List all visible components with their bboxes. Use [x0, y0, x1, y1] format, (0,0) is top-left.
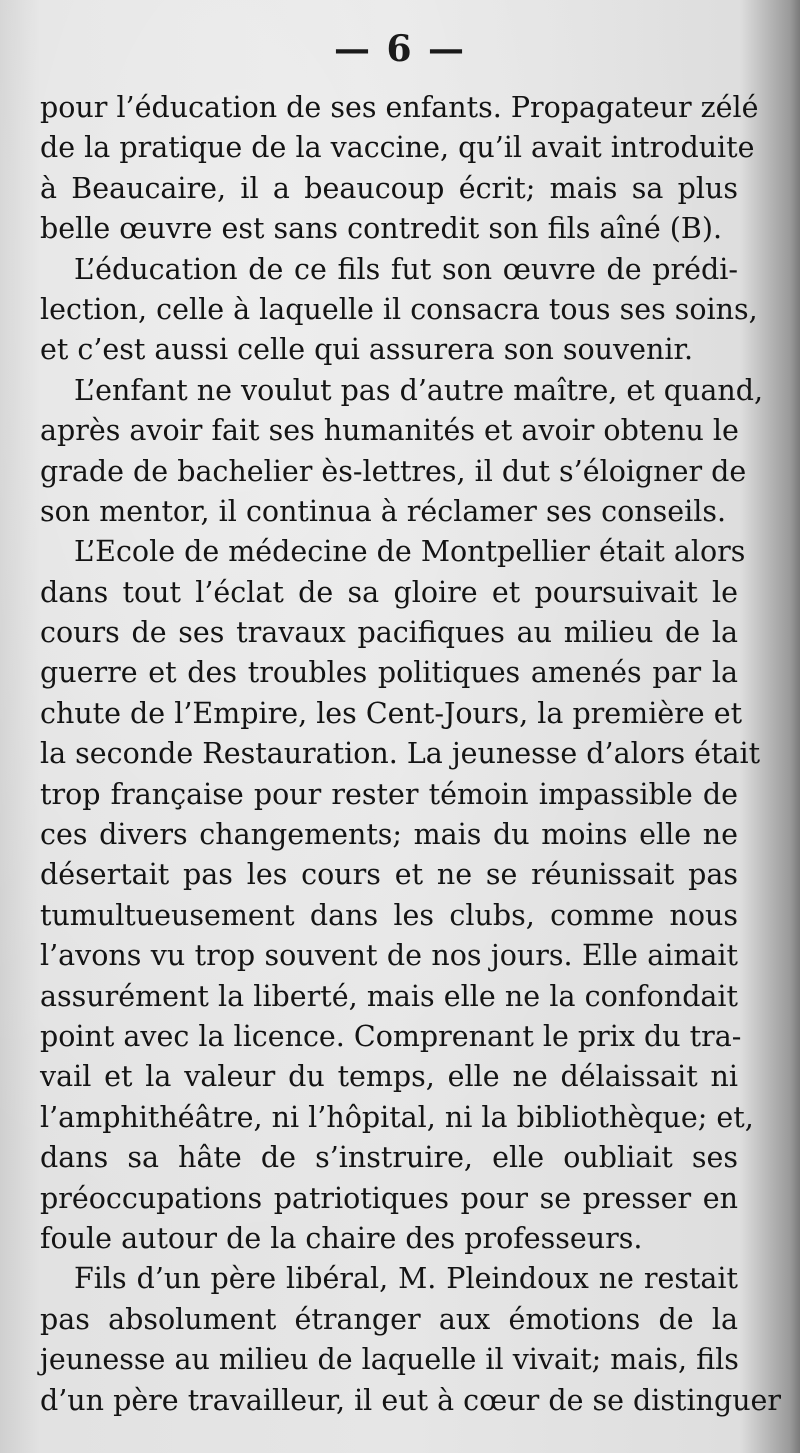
text-line: préoccupations patriotiques pour se presser en — [40, 1181, 738, 1215]
text-line: trop française pour rester témoin impassible de — [40, 777, 738, 811]
text-line: cours de ses travaux pacifiques au milieu de la — [40, 616, 738, 650]
text-line: l’amphithéâtre, ni l’hôpital, ni la bibliothèque; et, — [40, 1100, 754, 1134]
text-line: vail et la valeur du temps, elle ne délaissait ni — [40, 1060, 738, 1094]
body-text — [40, 88, 782, 1421]
text-line: tumultueusement dans les clubs, comme nous — [40, 898, 738, 932]
text-line: lection, celle à laquelle il consacra tous ses soins, — [40, 292, 758, 326]
text-line: assurément la liberté, mais elle ne la confondait — [40, 979, 738, 1013]
text-line: dans sa hâte de s’instruire, elle oubliait ses — [40, 1141, 738, 1175]
text-line: la seconde Restauration. La jeunesse d’alors était — [40, 737, 761, 771]
text-line: jeunesse au milieu de laquelle il vivait; mais, fils — [40, 1343, 739, 1377]
text-line: pour l’éducation de ses enfants. Propagateur zélé — [40, 91, 759, 124]
text-line: L’éducation de ce fils fut son œuvre de prédi- — [74, 252, 738, 286]
text-line: l’avons vu trop souvent de nos jours. Elle aimait — [40, 939, 738, 973]
text-line: et c’est aussi celle qui assurera son souvenir. — [40, 333, 694, 367]
text-line: guerre et des troubles politiques amenés par la — [40, 656, 738, 690]
text-line: ces divers changements; mais du moins elle ne — [40, 818, 738, 852]
text-line: son mentor, il continua à réclamer ses conseils. — [40, 494, 727, 528]
text-line: après avoir fait ses humanités et avoir obtenu le — [40, 414, 739, 448]
text-line: d’un père travailleur, il eut à cœur de se distinguer — [40, 1383, 782, 1417]
text-line: Fils d’un père libéral, M. Pleindoux ne restait — [74, 1262, 738, 1296]
text-line: à Beaucaire, il a beaucoup écrit; mais sa plus — [40, 171, 738, 205]
text-line: de la pratique de la vaccine, qu’il avait introduite — [40, 131, 755, 165]
text-line: point avec la licence. Comprenant le prix du tra- — [40, 1019, 742, 1053]
text-line: désertait pas les cours et ne se réunissait pas — [40, 858, 738, 892]
text-line: L’Ecole de médecine de Montpellier était alors — [74, 535, 746, 569]
text-line: dans tout l’éclat de sa gloire et poursuivait le — [40, 575, 738, 609]
text-line: chute de l’Empire, les Cent-Jours, la première et — [40, 696, 743, 730]
page-number: — 6 — — [333, 28, 467, 70]
text-line: L’enfant ne voulut pas d’autre maître, et quand, — [74, 373, 764, 407]
text-line: foule autour de la chaire des professeurs. — [40, 1221, 643, 1255]
text-line: grade de bachelier ès-lettres, il dut s’éloigner de — [40, 454, 747, 488]
text-line: pas absolument étranger aux émotions de la — [40, 1302, 738, 1336]
text-line: belle œuvre est sans contredit son fils aîné (B). — [40, 212, 723, 246]
